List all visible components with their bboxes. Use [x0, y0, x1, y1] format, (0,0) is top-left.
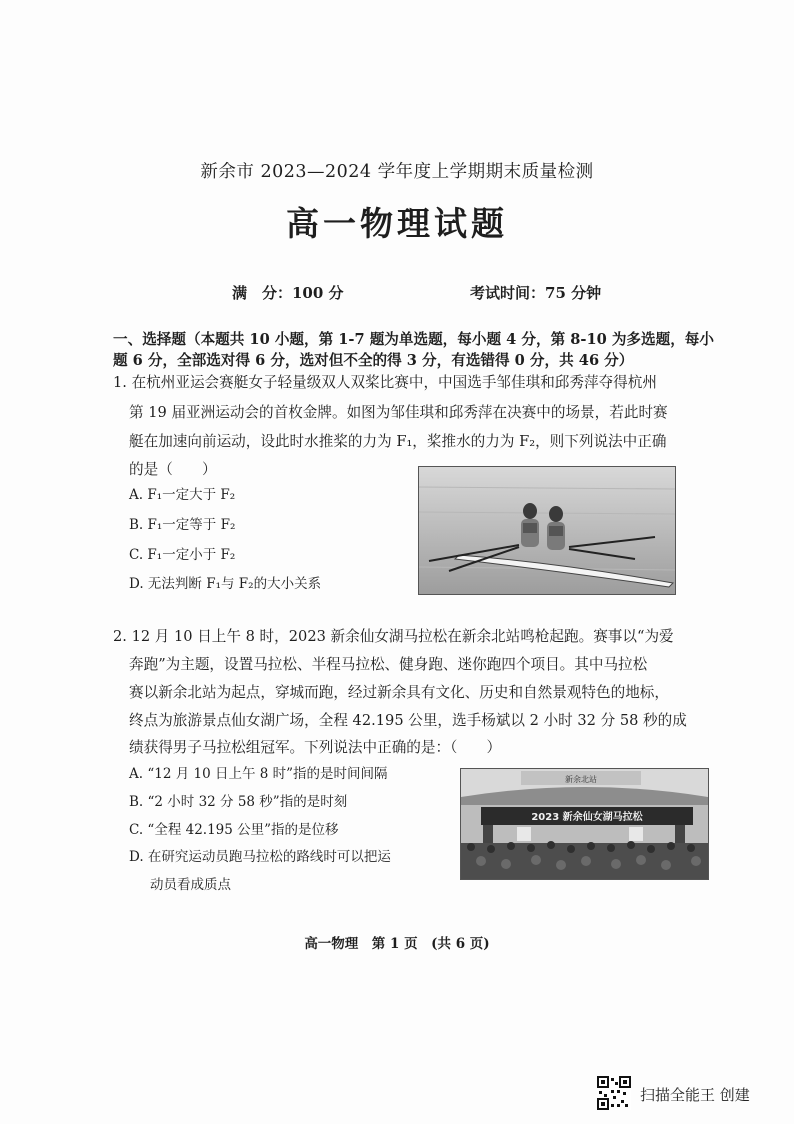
- marathon-photo: [460, 768, 709, 880]
- q2-line2: 奔跑”为主题，设置马拉松、半程马拉松、健身跑、迷你跑四个项目。其中马拉松: [129, 656, 648, 673]
- q2-option-a: A. “12 月 10 日上午 8 时”指的是时间间隔: [129, 766, 388, 782]
- q1-option-a: A. F₁一定大于 F₂: [129, 487, 236, 503]
- qr-code-icon: [597, 1076, 631, 1110]
- exam-subtitle: 新余市 2023—2024 学年度上学期期末质量检测: [200, 162, 594, 182]
- q1-line2: 第 19 届亚洲运动会的首枚金牌。如图为邹佳琪和邱秀萍在决赛中的场景，若此时赛: [129, 404, 668, 421]
- scanner-watermark: 扫描全能王 创建: [640, 1086, 750, 1104]
- page-footer: 高一物理 第 1 页 (共 6 页): [304, 936, 490, 952]
- q2-line4: 终点为旅游景点仙女湖广场，全程 42.195 公里，选手杨斌以 2 小时 32 分 58 秒的成: [129, 712, 687, 729]
- section-heading-line1: 一、选择题（本题共 10 小题，第 1-7 题为单选题，每小题 4 分，第 8-10 为多选题，每小: [113, 331, 714, 348]
- section-heading-line2: 题 6 分，全部选对得 6 分，选对但不全的得 3 分，有选错得 0 分，共 46 分）: [113, 352, 634, 369]
- full-score: 满 分：100 分: [232, 284, 344, 302]
- q2-option-d-continued: 动员看成质点: [150, 877, 231, 893]
- q1-line4: 的是（ ）: [129, 461, 217, 478]
- exam-title: 高一物理试题: [286, 204, 508, 243]
- q2-option-d: D. 在研究运动员跑马拉松的路线时可以把运: [129, 849, 391, 865]
- q2-option-c: C. “全程 42.195 公里”指的是位移: [129, 822, 339, 838]
- marathon-banner: 2023 新余仙女湖马拉松: [531, 812, 643, 823]
- exam-time: 考试时间：75 分钟: [470, 284, 602, 302]
- station-sign: 新余北站: [565, 775, 597, 784]
- rowing-photo: [418, 466, 676, 595]
- q1-line1: 1. 在杭州亚运会赛艇女子轻量级双人双桨比赛中，中国选手邹佳琪和邱秀萍夺得杭州: [113, 374, 657, 391]
- q1-option-c: C. F₁一定小于 F₂: [129, 547, 236, 563]
- q2-line1: 2. 12 月 10 日上午 8 时，2023 新余仙女湖马拉松在新余北站鸣枪起跑。赛事以“为爱: [113, 628, 674, 645]
- q2-line3: 赛以新余北站为起点，穿城而跑，经过新余具有文化、历史和自然景观特色的地标，: [129, 684, 669, 701]
- q1-line3: 艇在加速向前运动，设此时水推桨的力为 F₁，桨推水的力为 F₂，则下列说法中正确: [129, 433, 667, 450]
- q2-option-b: B. “2 小时 32 分 58 秒”指的是时刻: [129, 794, 348, 810]
- q2-line5: 绩获得男子马拉松组冠军。下列说法中正确的是：（ ）: [129, 739, 502, 756]
- q1-option-b: B. F₁一定等于 F₂: [129, 517, 236, 533]
- q1-option-d: D. 无法判断 F₁与 F₂的大小关系: [129, 576, 322, 592]
